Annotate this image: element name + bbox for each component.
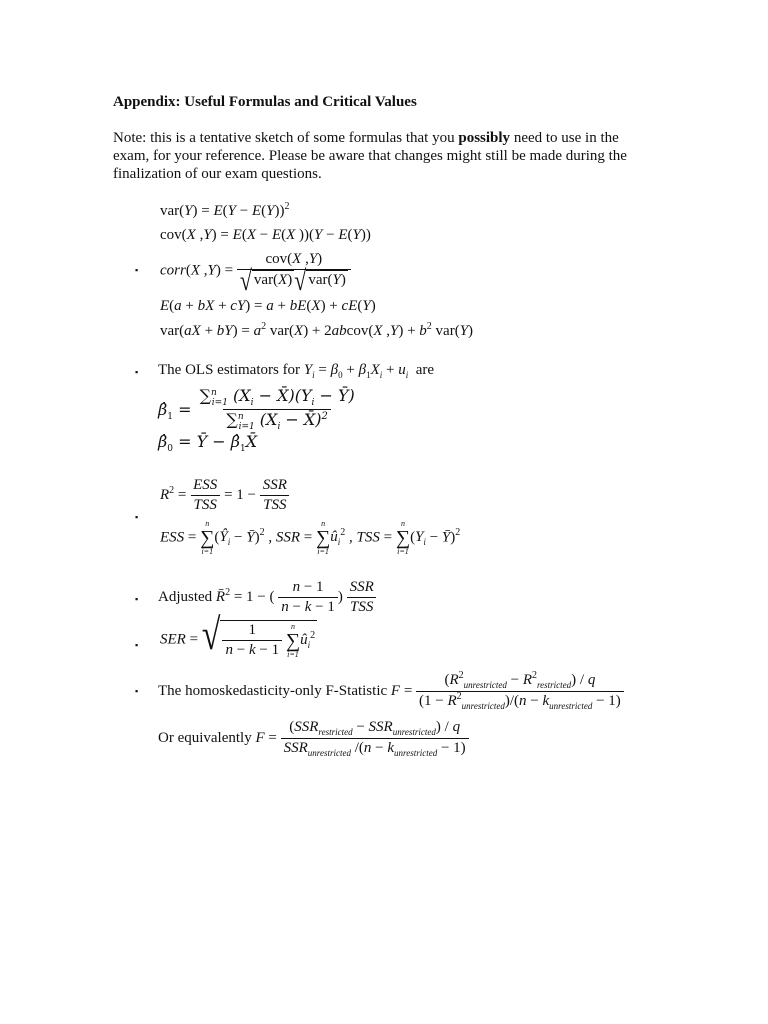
bullet-1: ▪ (135, 265, 139, 275)
formula-r-squared: $R^2$ = $\frac{\text{ESS}}{\text{TSS}}$ = 1 − $\frac{\text{SSR}}{\text{TSS}}$ (160, 476, 290, 515)
formula-variance: $var(Y) = E(Y - E(Y))^2$ (160, 201, 290, 219)
note-line-3: finalization of our exam questions. (113, 166, 322, 182)
formula-f-statistic: The homoskedasticity-only F-Statistic F = $\frac{(R^2_{unrestricted} - R^2_{restricted}) / q}{(1 - R^2_{unrestricted})/(n - k_{unrestricted} - 1)}$ (158, 671, 624, 712)
formula-correlation: corr(X ,Y) = cov(X ,Y) √ var(X) √ var(Y) (160, 250, 351, 292)
formula-expectation-linear: E(a + bX + cY) = a + bE(X) + cE(Y) (160, 298, 376, 314)
note-paragraph (113, 129, 627, 183)
bullet-4: ▪ (135, 594, 139, 604)
formula-beta0-hat: $\betâ_0$ = Ȳ − $\betâ_1X̄$ (158, 432, 258, 454)
formula-variance-linear: $var(aX + bY) = a^2$ var(X) + 2abcov(X $,Y) + b^2$ var(Y) (160, 321, 474, 339)
note-line-2: exam, for your reference. Please be aware that changes might still be made during the (113, 148, 627, 164)
formula-adjusted-r-squared: Adjusted R̄$^2$ = 1 − ( $\frac{n - 1}{n - k - 1}$ ) $\frac{\text{SSR}}{\text{TSS}}$ (158, 578, 377, 617)
ols-intro: The OLS estimators for $Y_i = \beta_0 + \beta_1X_i + u_i$ are (158, 362, 435, 380)
formula-covariance: cov(X ,Y) = E(X − E(X ))(Y − E(Y)) (160, 227, 371, 243)
bullet-2: ▪ (135, 367, 139, 377)
formula-sum-of-squares: ESS = n ∑ i=1 ($Ŷ_i$ − Ȳ)$^2$ , SSR = n ∑ i=1 $û_i^2$ , TSS = n ∑ i=1 ($Y_i$ − Ȳ)$^2$ (160, 519, 461, 556)
correlation-fraction: cov(X ,Y) √ var(X) √ var(Y) (237, 250, 351, 292)
formula-ser: SER = √ $\frac{1}{n - k - 1}$ n ∑ i=1 $û_i^2$ (160, 611, 316, 660)
formula-beta1-hat: $\betâ_1$ = $\frac{\sum^n_{i=1} (X_i - X̄)(Y_i - Ȳ)}{\sum^n_{i=1} (X_i - X̄)^2}$ (158, 386, 355, 432)
bullet-3: ▪ (135, 512, 139, 522)
bullet-6: ▪ (135, 686, 139, 696)
page-title: Appendix: Useful Formulas and Critical Values (113, 94, 417, 110)
formula-f-statistic-ssr: Or equivalently F = $\frac{(SSR_{restricted} - SSR_{unrestricted}) / q}{SSR_{unrestricted} /(n - k_{unrestricted} - 1)}$ (158, 718, 469, 759)
note-emphasis: possibly (458, 130, 511, 146)
note-line-1: Note: this is a tentative sketch of some formulas that you possibly need to use in the (113, 130, 619, 146)
bullet-5: ▪ (135, 640, 139, 650)
